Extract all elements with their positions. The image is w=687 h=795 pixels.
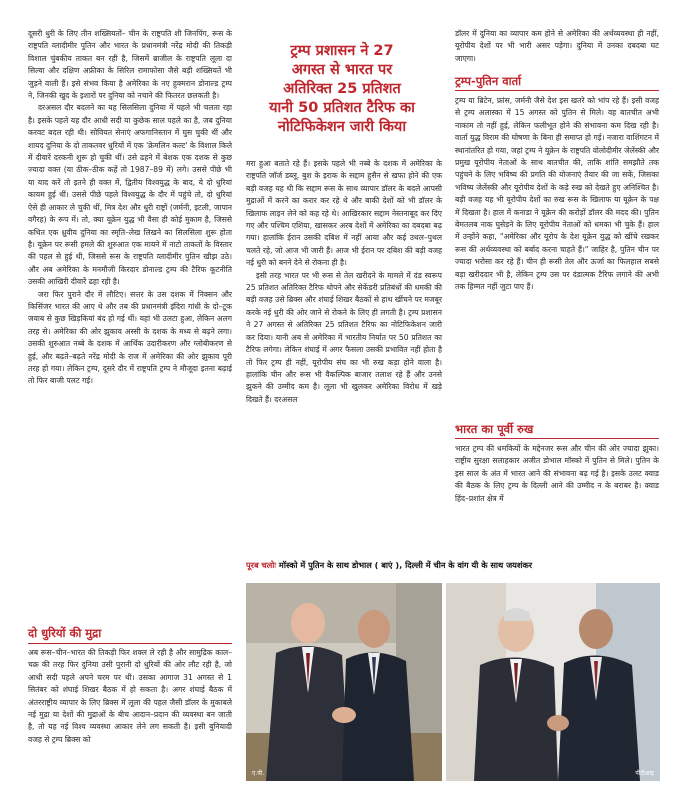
- paragraph: भारत ट्रम्प की धमकियों के मद्देनजर रूस और चीन की ओर ज्यादा झुका। राष्ट्रीय सुरक्षा सलाहकार अजीत डोभाल मॉस्को में पुतिन से मिले। पुतिन के इस साल के अंत में भारत आने की संभावना बढ़ गई है। इसके उलट क्वाड की बैठक के लिए ट्रम्प के दिल्ली आने की उम्मीद न के बराबर है। क्वाड हिंद–प्रशांत क्षेत्र में: [455, 444, 659, 503]
- photo-illustration: [446, 583, 660, 781]
- paragraph: ट्रम्प या ब्रिटेन, फ्रांस, जर्मनी जैसे देश इस खतरे को भांप रहे हैं। इसी वजह से ट्रम्प अलास्का में 15 अगस्त को पुतिन से मिले। वह बातचीत अभी नाकाम तो नहीं हुई, लेकिन फलीभूत होने की संभावना कम दिख रही है। वार्ता युद्ध विराम की घोषणा के बिना ही समाप्त हो गई। नजारा वाशिंगटन में स्थानांतरित हो गया, जहां ट्रम्प ने यूक्रेन के राष्ट्रपति वोलोदीमीर जेलेंस्की और प्रमुख यूरोपीय नेताओं के साथ बातचीत की, ताकि शांति समझौते तक पहुंचने के लिए भविष्य की प्रगति की योजनाएं तैयार की जा सकें, जिसका भविष्य जेलेंस्की और यूरोपीय देशों के कड़े रुख को देखते हुए अनिश्चित है। बड़ी वजह यह भी यूरोपीय देशों का रुख रूस के खिलाफ या यूक्रेन के पक्ष में दिखता है। हाल में कनाडा ने यूक्रेन की करोड़ों डॉलर की मदद की। पुतिन बेमतलब नाक घुसेड़ने के लिए यूरोपीय नेताओं को धमका भी चुके हैं। हाल में उन्होंने कहा, "अमेरिका और यूरोप के देश यूक्रेन युद्ध को खींचे रखकर रूस की अर्थव्यवस्था को बर्बाद करना चाहते हैं।" जाहिर है, पुतिन चीन पर ज्यादा भरोसा कर रहे हैं। चीन ही रूसी तेल और ऊर्जा का फिलहाल सबसे बड़ा खरीददार भी है, लेकिन ट्रम्प उस पर दंडात्मक टैरिफ लगाने की अभी तक हिम्मत नहीं जुटा पाए हैं।: [455, 96, 659, 292]
- column-3-talks: [455, 95, 659, 294]
- subhead-east: भारत का पूर्वी रुख: [455, 422, 534, 436]
- paragraph: दूसरी धुरी के लिए तीन शख्सियतों– चीन के राष्ट्रपति शी जिनपिंग, रूस के राष्ट्रपति व्लादीमीर पुतिन और भारत के प्रधानमंत्री नरेंद्र मोदी की तिकड़ी विशाल चुंबकीय ताकत बन रही है, जिसमें ब्राजील के राष्ट्रपति लूला दा सिल्वा और दक्षिण अफ्रीका के सिरिल रामाफोसा जैसे बड़ी शख्सियतें भी जुड़ने वाली हैं। इसे संभव किया है अमेरिका के नए हुक्मरान डोनाल्ड ट्रम्प ने, जिनकी खुद के इशारों पर दुनिया को नचाने की फितरत छलकती है।: [28, 29, 232, 101]
- paragraph: दरअसल दौर बदलने का यह सिलसिला दुनिया में पहले भी चलता रहा है। इसके पहले यह दौर आधी सदी या कुछेक साल पहले का है, जब दुनिया करवट बदल रही थी। सोवियत सेनाएं अफगानिस्तान में घुस चुकी थीं और शायद दुनिया के दो ताकतवर धुरियों में एक 'क्रेमलिन कल्ट' के विशाल किले में दीवारें दरकनी शुरू हो चुकी थीं। उसे ढहने में बेशक एक दशक से कुछ ज्यादा वक्त (या ठीक–ठीक कहें तो 1987–89 में) लगे। उससे पीछे भी या याद करें तो इतने ही वक्त में, द्वितीय विश्वयुद्ध के बाद, ये दो धुरियां कायम हुई थीं। उससे पीछे पहले विश्वयुद्ध के दौर में पहुंचे तो, दो धुरियां ऐसे ही आकार ले चुकी थीं, मित्र देश और धुरी राष्ट्रों (जर्मनी, इटली, जापान वगैरह) के रूप में। तो, क्या यूक्रेन युद्ध भी वैसा ही कोई मुकाम है, जिससे कथित एक ध्रुवीय दुनिया का स्मृति–लेख लिखने का सिलसिला शुरू होता है। यूक्रेन पर रूसी हमले की शुरुआत एक मायने में नाटो ताकतों के विस्तार की पहल से हुई थी, जिससे रूस के राष्ट्रपति व्लादीमीर पुतिन खीझ उठे। और अब अमेरिका के मनमौजी किरदार डोनाल्ड ट्रम्प की टैरिफ कूटनीति उसकी आखिरी दीवारें ढहा रही है।: [28, 103, 232, 287]
- headline-line: ट्रम्प प्रशासन ने 27: [290, 43, 394, 59]
- column-3: [455, 28, 659, 65]
- headline-line: नोटिफिकेशन जारी किया: [277, 119, 407, 135]
- photo-credit: पीटीआइ: [635, 770, 654, 777]
- column-2: [246, 158, 442, 406]
- pull-headline: [248, 42, 436, 137]
- subhead-rule: [28, 643, 232, 644]
- headline-line: अतिरिक्त 25 प्रतिशत: [283, 81, 401, 97]
- photo-jaishankar-wangyi: [446, 583, 660, 781]
- headline-line: यानी 50 प्रतिशत टैरिफ का: [269, 100, 415, 116]
- paragraph: जरा फिर पुराने दौर में लौटिए। सत्तर के उस दशक में निक्सन और किसिंजर भारत की आए थे और तब की प्रधानमंत्री इंदिरा गांधी के दो–टूक जवाब से कुछ खिड़कियां बंद हो गई थीं। यहां भी उलटा हुआ, लेकिन अलग तरह से। अमेरिका की ओर झुकाव अस्सी के दशक के मध्य से बढ़ने लगा। उसकी शुरुआत नब्बे के दशक में आर्थिक उदारीकरण और ग्लोबीकरण से हुई, और बढ़ते–बढ़ते नरेंद्र मोदी के राज में अमेरिका की ओर झुकाव पूरी तरह हो गया। लेकिन ट्रम्प, दूसरे दौर में राष्ट्रपति ट्रम्प ने मौजूदा इतना बढ़ाई तो फिर बाजी पलट गई।: [28, 289, 232, 386]
- caption-text: मॉस्को में पुतिन के साथ डोभाल ( बाएं ), दिल्ली में चीन के वांग यी के साथ जयशंकर: [278, 560, 533, 570]
- paragraph: इसी तरह भारत पर भी रूस से तेल खरीदने के मामले में दंड स्वरूप 25 प्रतिशत अतिरिक्त टैरिफ थोपने और सेकेंडरी प्रतिबंधों की धमकी की बड़ी वजह उसे ब्रिक्स और शंघाई शिखर बैठकों से हाथ खींचने पर मजबूर करके नई धुरी की ओर जाने से रोकने के लिए ही लगती है। ट्रम्प प्रशासन ने 27 अगस्त से अतिरिक्त 25 प्रतिशत टैरिफ का नोटिफिकेशन जारी कर दिया। यानी अब से अमेरिका में भारतीय निर्यात पर 50 प्रतिशत का टैरिफ लगेगा। लेकिन शंघाई में अगर फैसला उसकी प्रभावित नहीं होता है तो फिर ट्रम्प ही नहीं, यूरोपीय संघ का भी रुख कड़ा होने वाला है। हालांकि चीन और रूस भी वैकल्पिक बाजार तलाश रहे हैं और उनसे झुकने की उम्मीद कम है। लूला भी खुलकर अमेरिका विरोध में खड़े दिखते हैं। दरअसल: [246, 270, 442, 404]
- column-1: [28, 28, 232, 388]
- subhead-rule: [455, 90, 659, 91]
- photo-caption: [246, 560, 660, 571]
- column-3-east: [455, 443, 659, 505]
- photo-putin-doval: [246, 583, 442, 781]
- subhead-talks: ट्रम्प-पुतिन वार्ता: [455, 74, 522, 88]
- photo-credit: ए.पी.: [252, 770, 265, 777]
- photo-illustration: [246, 583, 442, 781]
- caption-lead: पूरब चलोः: [246, 560, 277, 570]
- paragraph: डॉलर में दुनिया का व्यापार कम होने से अमेरिका की अर्थव्यवस्था ही नहीं, यूरोपीय देशों पर भी भारी असर पड़ेगा। दुनिया में उनका दबदबा घट जाएगा।: [455, 29, 659, 63]
- paragraph: मरा हुआ बताते रहे हैं। इसके पहले भी नब्बे के दशक में अमेरिका के राष्ट्रपति जॉर्ज डब्लू. बुश के इराक के सद्दाम हुसैन से खफा होने की एक बड़ी वजह यह थी कि सद्दाम रूस के साथ व्यापार डॉलर के बदले आपसी मुद्राओं में करने का करार कर रहे थे और बाकी देशों को भी डॉलर के खिलाफ लाइन लेने को कह रहे थे। आखिरकार सद्दाम नेस्तनाबूद कर दिए गए और पश्चिम एशिया, खासकर अरब देशों में अमेरिका का दबदबा बढ़ गया। हालांकि ईरान उसकी दबिश में नहीं आया और कई उथल–पुथल चलते रहे, जो आज भी जारी हैं। आज भी ईरान पर दबिश की बड़ी वजह नई धुरी को बनने देने से रोकना ही है।: [246, 159, 442, 268]
- subhead-rule: [455, 438, 659, 439]
- paragraph: अब रूस–चीन–भारत की तिकड़ी फिर शक्ल ले रही है और सामुद्रिक काल–चक्र की तरह फिर दुनिया उसी पुरानी दो धुरियों की ओर लौट रही है, जो आधी सदी पहले अपने चरम पर थी। उसका आगाज 31 अगस्त से 1 सितंबर को शंघाई शिखर बैठक में हो सकता है। अगर शंघाई बैठक में अंतरराष्ट्रीय व्यापार के लिए ब्रिक्स में लूला की पहल जैसी डॉलर के मुकाबले नई मुद्रा या देशों की मुद्राओं के बीच आदान–प्रदान की व्यवस्था बन जाती है, तो यह नई विश्व व्यवस्था आकार लेने लग सकती है। इसी बुनियादी वजह से ट्रम्प ब्रिक्स को: [28, 648, 232, 744]
- subhead-currency: दो धुरियों की मुद्रा: [28, 626, 102, 640]
- headline-line: अगस्त से भारत पर: [291, 62, 393, 78]
- column-1-continued: [28, 647, 232, 746]
